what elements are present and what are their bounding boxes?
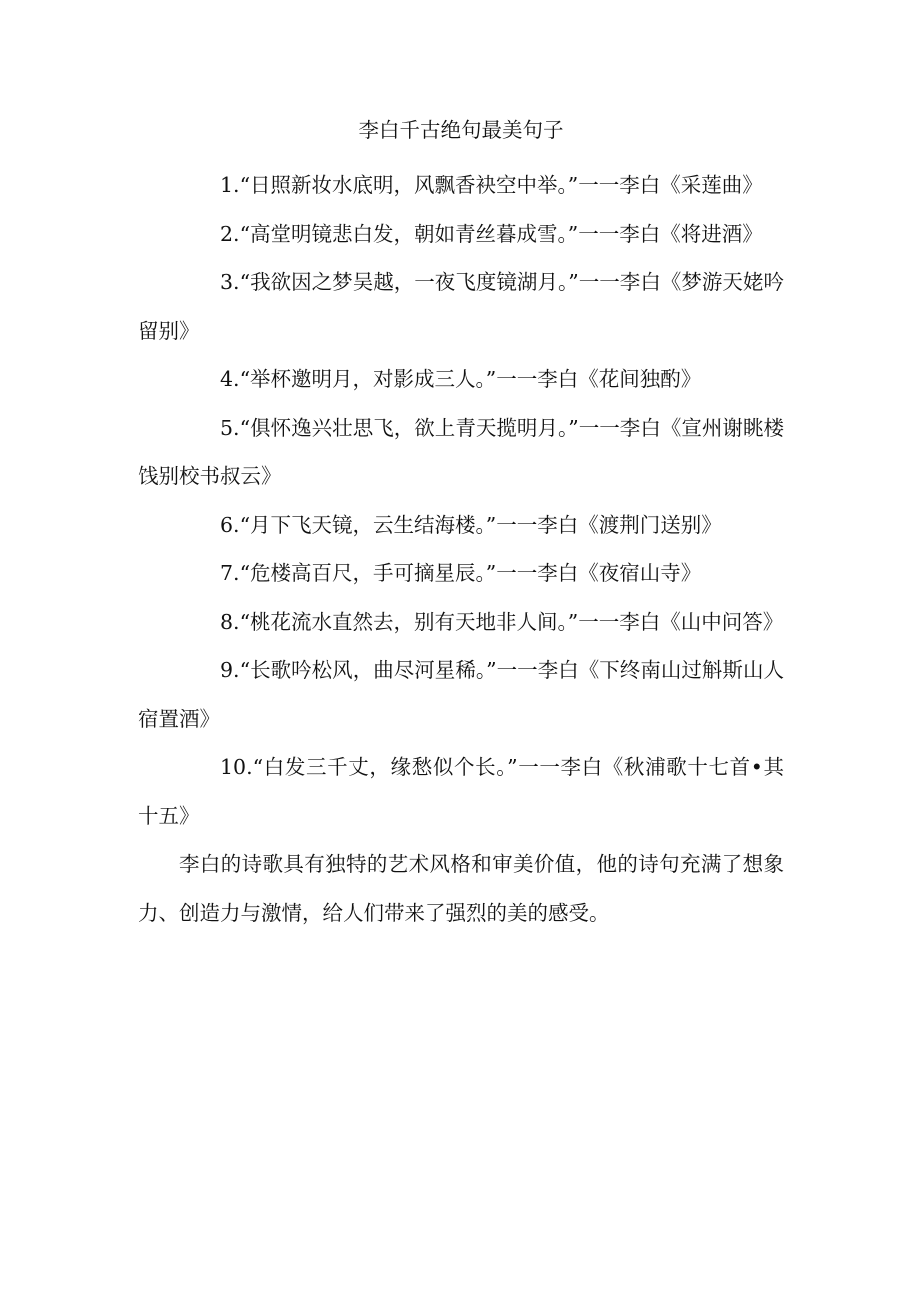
list-item (138, 743, 784, 840)
item-text: “桃花流水直然去，别有天地非人间。”一一李白《山中问答》 (239, 609, 784, 634)
document-title: 李白千古绝句最美句子 (358, 118, 564, 142)
item-text: “我欲因之梦吴越，一夜飞度镜湖月。”一一李白《梦游天姥吟留别》 (138, 270, 784, 343)
item-number: 6. (220, 512, 240, 537)
item-text: “高堂明镜悲白发，朝如青丝暮成雪。”一一李白《将进酒》 (239, 221, 763, 246)
item-number: 4. (220, 367, 240, 391)
item-text: “白发三千丈，缘愁似个长。”一一李白《秋浦歌十七首•其十五》 (138, 755, 784, 828)
item-number: 8. (220, 609, 240, 634)
list-item (138, 501, 784, 550)
item-text: “长歌吟松风，曲尽河星稀。”一一李白《下终南山过斛斯山人宿置酒》 (138, 658, 784, 731)
item-number: 10. (220, 755, 253, 779)
item-number: 2. (220, 221, 240, 246)
item-number: 5. (220, 415, 240, 440)
item-text: “日照新妆水底明，风飘香袂空中举。”一一李白《采莲曲》 (239, 173, 763, 197)
item-text: “俱怀逸兴壮思飞，欲上青天揽明月。”一一李白《宣州谢眺楼饯别校书叔云》 (138, 415, 784, 488)
list-item (138, 549, 784, 598)
item-text: “举杯邀明月，对影成三人。”一一李白《花间独酌》 (239, 367, 702, 391)
item-text: “月下飞天镜，云生结海楼。”一一李白《渡荆门送别》 (239, 512, 722, 537)
list-item (138, 210, 784, 259)
item-number: 1. (220, 173, 240, 197)
list-item (138, 404, 784, 501)
item-number: 3. (220, 270, 240, 294)
conclusion-paragraph: 李白的诗歌具有独特的艺术风格和审美价值，他的诗句充满了想象力、创造力与激情，给人们带来了强烈的美的感受。 (138, 852, 784, 925)
list-item (138, 161, 784, 210)
list-item (138, 598, 784, 647)
item-number: 7. (220, 561, 240, 585)
item-number: 9. (220, 658, 240, 682)
list-item (138, 646, 784, 743)
document-body (138, 113, 784, 937)
list-item (138, 355, 784, 404)
list-item (138, 258, 784, 355)
item-text: “危楼高百尺，手可摘星辰。”一一李白《夜宿山寺》 (239, 561, 702, 585)
